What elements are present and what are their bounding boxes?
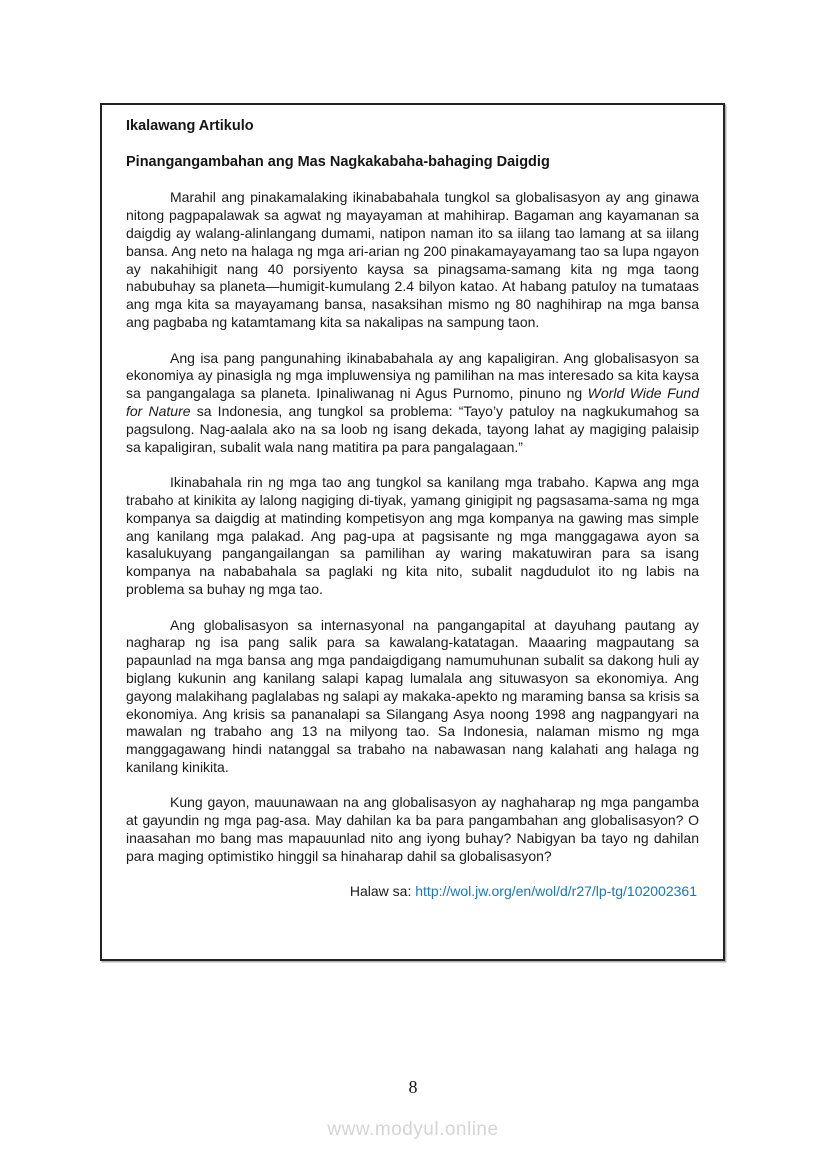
article-title: Pinangangambahan ang Mas Nagkakabaha-bahaging Daigdig <box>126 153 550 170</box>
paragraph-1: Marahil ang pinakamalaking ikinababahala tungkol sa globalisasyon ay ang ginawa nitong pagpapalawak sa agwat ng mayayaman at mahihirap. Bagaman ang kayamanan sa daigdig ay walang-alinlangang dumami, natipon naman ito sa iilang tao lamang at sa iilang bansa. Ang neto na halaga ng mga ari-arian ng 200 pinakamayayamang tao sa lupa ngayon ay nakahihigit nang 40 porsiyento kaysa sa pinagsama-samang kita ng mga taong nabubuhay sa planeta—humigit-kumulang 2.4 bilyon katao. At habang patuloy na tumataas ang mga kita sa mayayamang bansa, nasaksihan mismo ng 80 naghihirap na mga bansa ang pagbaba ng katamtamang kita sa nakalipas na sampung taon. <box>126 189 699 330</box>
paragraph-5: Kung gayon, mauunawaan na ang globalisasyon ay naghaharap ng mga pangamba at gayundin ng mga pag-asa. May dahilan ka ba para pangambahan ang globalisasyon? O inaasahan mo bang mas mapauunlad nito ang iyong buhay? Nabigyan ba tayo ng dahilan para maging optimistiko hinggil sa hinaharap dahil sa globalisasyon? <box>126 794 699 864</box>
paragraph-3: Ikinabahala rin ng mga tao ang tungkol sa kanilang mga trabaho. Kapwa ang mga trabaho at kinikita ay lalong nagiging di-tiyak, yamang ginigipit ng pagsasama-sama ng mga kompanya sa daigdig at matinding kompetisyon ang mga kompanya na gawing mas simple ang kanilang mga palakad. Ang pag-upa at pagsisante ng mga manggagawa ayon sa kasalukuyang pangangailangan sa pamilihan ay waring makatuwiran para sa isang kompanya na nababahala sa paglaki ng kita nito, subalit nagdudulot ito ng labis na problema sa buhay ng mga tao. <box>126 474 699 597</box>
source-line <box>126 883 697 901</box>
watermark: www.modyul.online <box>327 1119 499 1140</box>
paragraph-2-text-after: sa Indonesia, ang tungkol sa problema: “Tayo’y patuloy na nagkukumahog sa pagsulong. Nag-aalala ako na sa loob ng isang dekada, tayong lahat ay magiging palaisip sa kapaligiran, subalit wala nang matitira pa para pangalagaan.” <box>126 402 700 455</box>
source-link[interactable]: http://wol.jw.org/en/wol/d/r27/lp-tg/102002361 <box>415 883 697 900</box>
source-label: Halaw sa: <box>349 883 416 900</box>
article-kicker: Ikalawang Artikulo <box>126 118 254 134</box>
paragraph-2-text-before: Ang isa pang pangunahing ikinababahala ay ang kapaligiran. Ang globalisasyon sa ekonomiya ay pinasigla ng mga impluwensiya ng pamilihan na mas interesado sa kita kaysa sa pangangalaga sa planeta. Ipinaliwanag ni Agus Purnomo, pinuno ng <box>126 349 699 402</box>
paragraph-4: Ang globalisasyon sa internasyonal na pangangapital at dayuhang pautang ay nagharap ng isa pang salik para sa kawalang-katatagan. Maaaring magpautang sa papaunlad na mga bansa ang mga pandaigdigang namumuhunan subalit sa dakong huli ay biglang kukunin ang kanilang salapi kapag lumalala ang situwasyon sa ekonomiya. Ang gayong malakihang paglalabas ng salapi ay makaka-apekto ng maraming bansa sa krisis sa ekonomiya. Ang krisis sa pananalapi sa Silangang Asya noong 1998 ang nagpangyari na mawalan ng trabaho ang 13 na milyong tao. Sa Indonesia, nalaman mismo ng mga manggagawang hindi natanggal sa trabaho na nabawasan nang kalahati ang halaga ng kanilang kinikita. <box>126 616 699 775</box>
page-number: 8 <box>408 1077 418 1097</box>
article-box <box>100 103 725 961</box>
paragraph-2 <box>126 350 699 457</box>
publication-name-italic: World Wide Fund for Nature <box>126 385 699 419</box>
